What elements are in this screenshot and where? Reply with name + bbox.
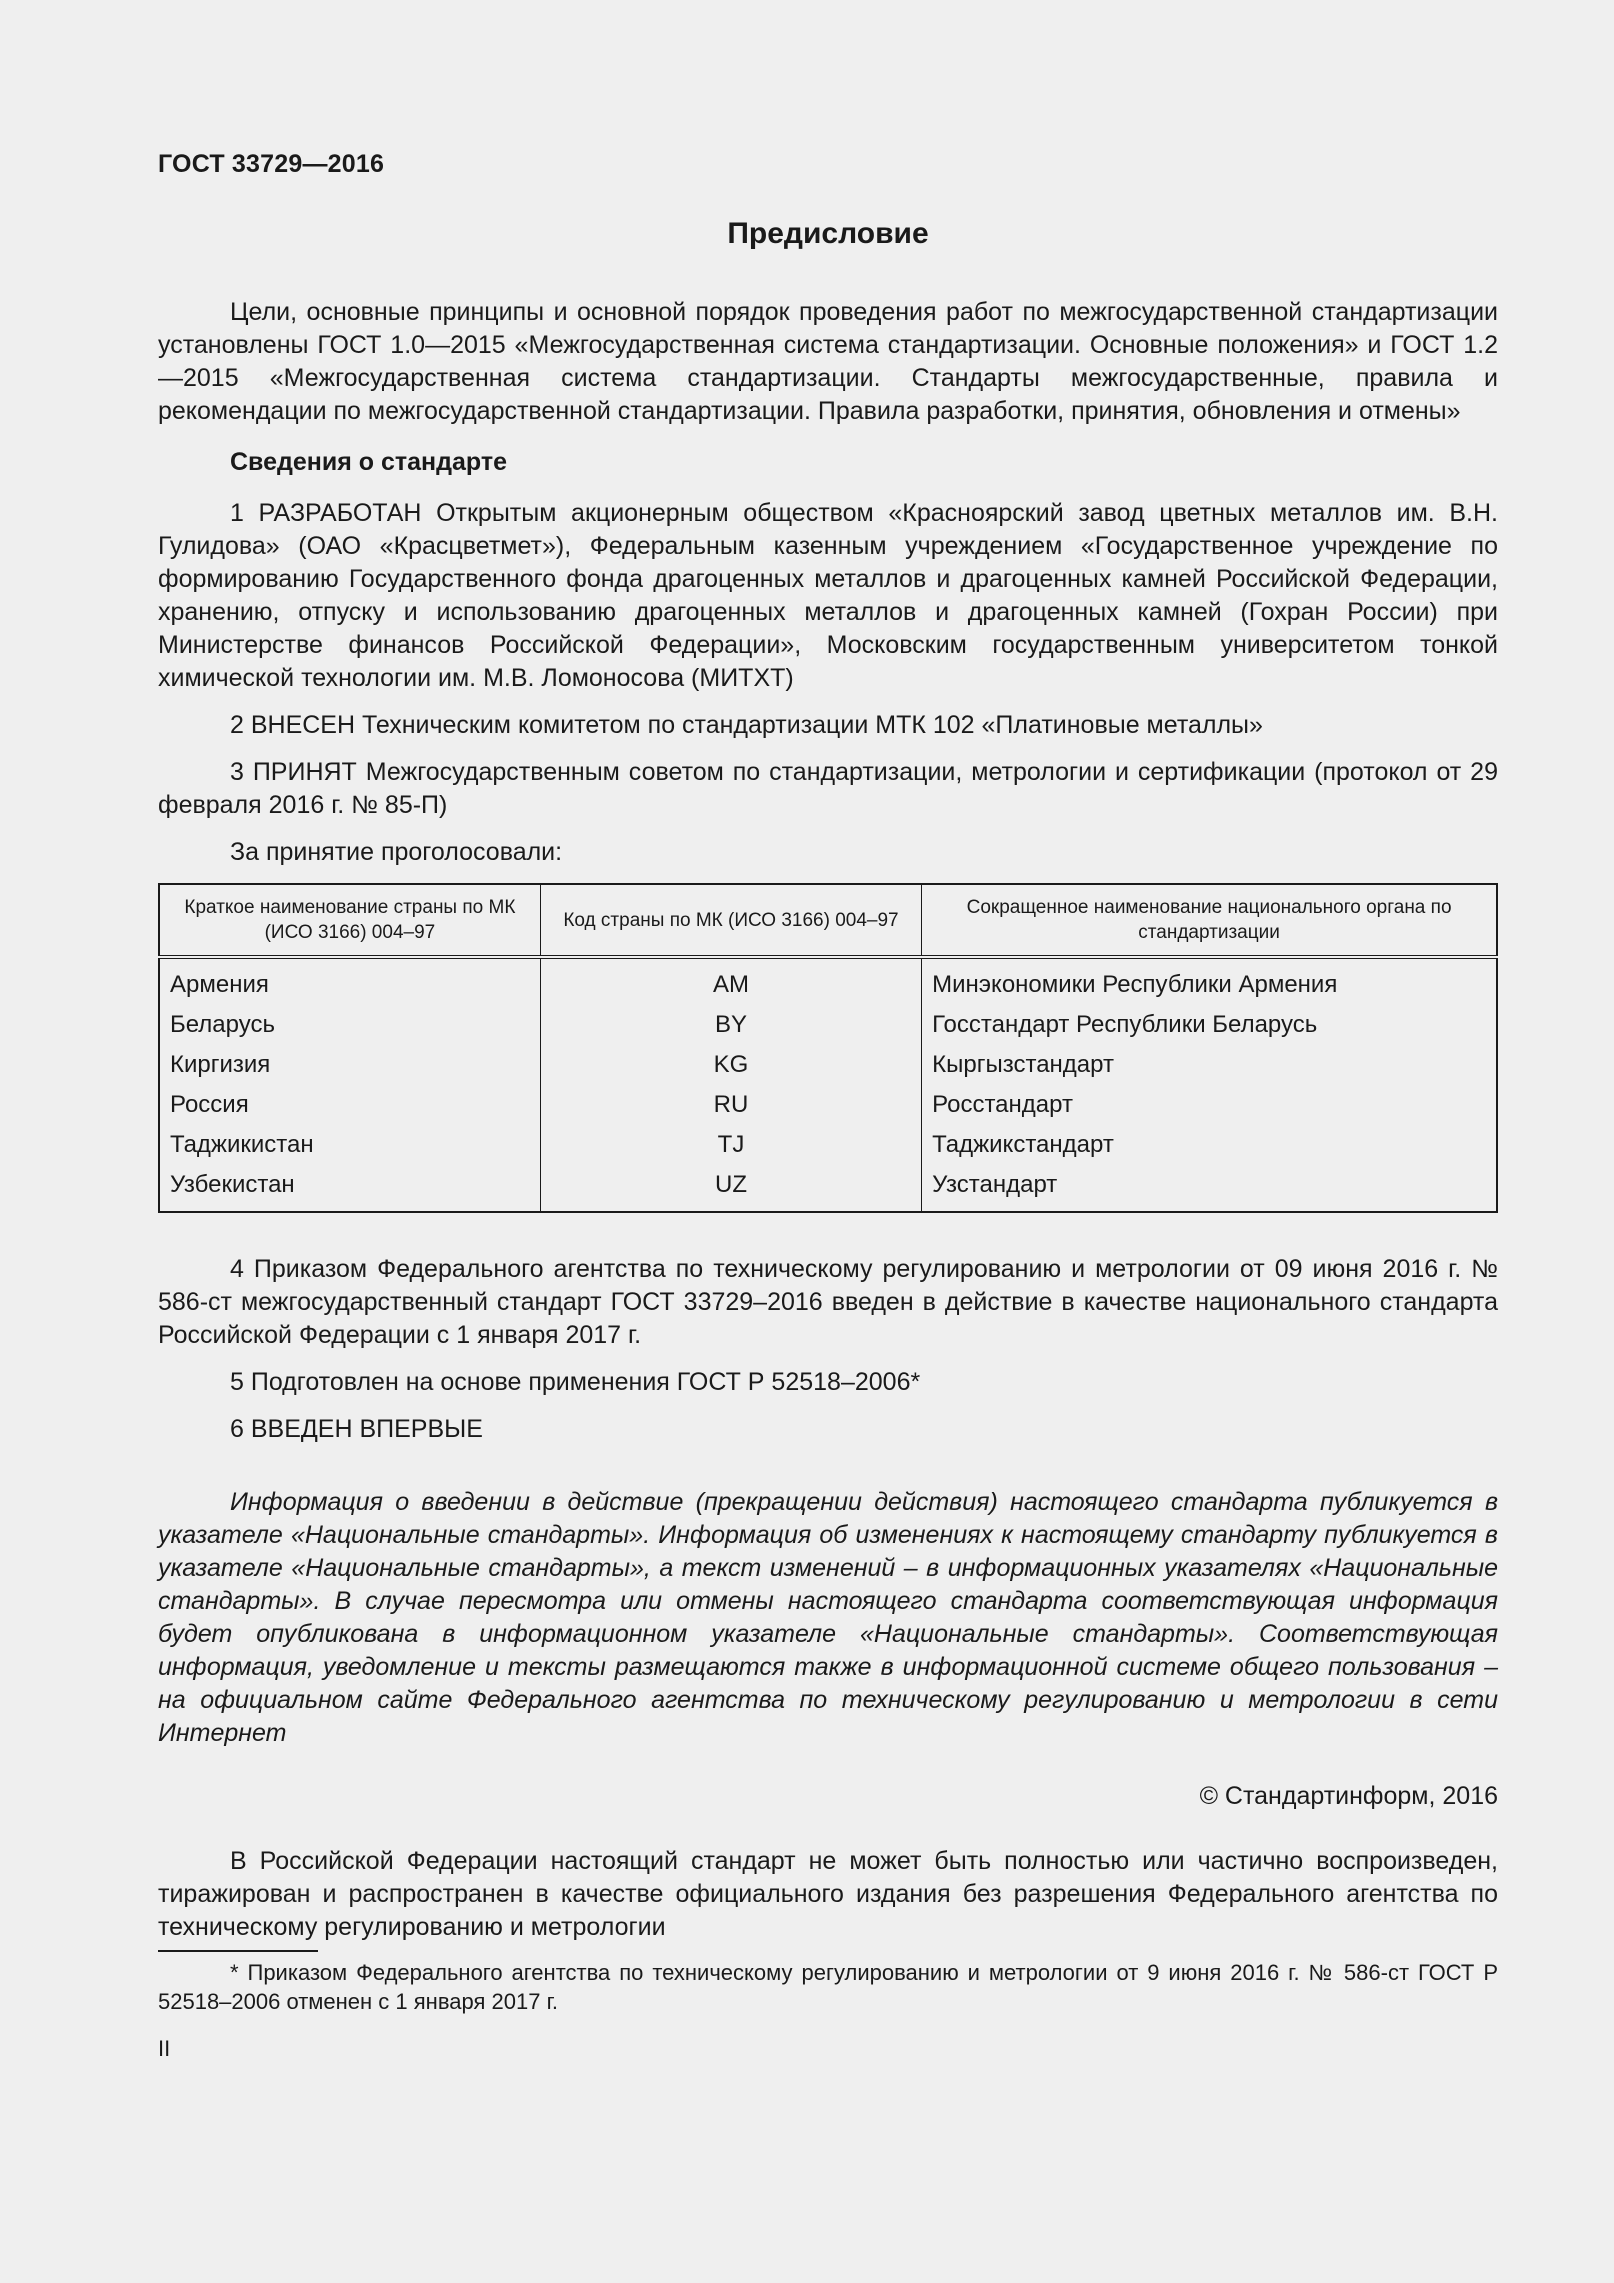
cell-code: UZ [540,1165,921,1212]
cell-body: Узстандарт [932,1171,1058,1198]
reproduction-notice: В Российской Федерации настоящий стандарт не может быть полностью или частично воспроизведен, тиражирован и распространен в качестве официального издания без разрешения Федерального агентства по техническому регулированию и метрологии [158,1847,1498,1941]
item-prepared: 5 Подготовлен на основе применения ГОСТ Р 52518–2006* [230,1368,921,1396]
page-title: Предисловие [727,217,929,250]
cell-code: KG [540,1045,921,1085]
document-page [158,150,1498,2062]
table-row [159,1045,1497,1085]
document-code: ГОСТ 33729—2016 [158,150,385,178]
header-country-code: Код страны по МК (ИСО 3166) 004–97 [540,884,921,957]
page-number: II [158,2036,171,2061]
cell-country: Киргизия [159,1045,540,1085]
item-submitted: 2 ВНЕСЕН Техническим комитетом по стандартизации МТК 102 «Платиновые металлы» [230,711,1263,739]
table-row [159,957,1497,1005]
cell-body: Минэкономики Республики Армения [932,971,1338,998]
copyright: © Стандартинформ, 2016 [1199,1782,1498,1810]
table-row [159,1005,1497,1045]
item-developed: 1 РАЗРАБОТАН Открытым акционерным обществом «Красноярский завод цветных металлов им. В.Н. Гулидова» (ОАО «Красцветмет»), Федеральным казенным учреждением «Государственное учреждение по формированию Государственного фонда драгоценных металлов и драгоценных камней Российской Федерации, хранению, отпуску и использованию драгоценных металлов и драгоценных камней (Гохран России) при Министерстве финансов Российской Федерации», Московским государственным университетом тонкой химической технологии им. М.В. Ломоносова (МИТХТ) [158,499,1498,692]
item-adopted: 3 ПРИНЯТ Межгосударственным советом по стандартизации, метрологии и сертификации (протокол от 29 февраля 2016 г. № 85-П) [158,758,1498,819]
section-heading: Сведения о стандарте [230,448,508,476]
footnote: * Приказом Федерального агентства по техническому регулированию и метрологии от 9 июня 2016 г. № 586-ст ГОСТ Р 52518–2006 отменен с 1 января 2017 г. [158,1960,1498,2014]
cell-code: TJ [540,1125,921,1165]
table-row [159,1165,1497,1212]
header-country-name: Краткое наименование страны по МК (ИСО 3166) 004–97 [159,884,540,957]
table-row [159,1085,1497,1125]
cell-code: BY [540,1005,921,1045]
cell-body: Кыргызстандарт [932,1051,1114,1078]
table-row [159,1125,1497,1165]
header-national-body: Сокращенное наименование национального органа по стандартизации [922,884,1497,957]
table-header-row [159,884,1497,957]
cell-body: Госстандарт Республики Беларусь [932,1011,1318,1038]
cell-code: AM [540,957,921,1005]
cell-country: Россия [159,1085,540,1125]
cell-country: Узбекистан [159,1165,540,1212]
footnote-divider [158,1950,318,1952]
intro-paragraph: Цели, основные принципы и основной порядок проведения работ по межгосударственной стандартизации установлены ГОСТ 1.0—2015 «Межгосударственная система стандартизации. Основные положения» и ГОСТ 1.2—2015 «Межгосударственная система стандартизации. Стандарты межгосударственные, правила и рекомендации по межгосударственной стандартизации. Правила разработки, принятия, обновления и отмены» [158,298,1498,425]
cell-body: Таджикстандарт [932,1131,1114,1158]
voted-label: За принятие проголосовали: [230,838,563,866]
cell-country: Армения [159,957,540,1005]
voting-countries-table [158,883,1498,1213]
item-introduced: 6 ВВЕДЕН ВПЕРВЫЕ [230,1415,483,1443]
cell-code: RU [540,1085,921,1125]
info-notice: Информация о введении в действие (прекращении действия) настоящего стандарта публикуется в указателе «Национальные стандарты». Информация об изменениях к настоящему стандарту публикуется в указателе «Национальные стандарты», а текст изменений – в информационных указателях «Национальные стандарты». В случае пересмотра или отмены настоящего стандарта соответствующая информация будет опубликована в информационном указателе «Национальные стандарты». Соответствующая информация, уведомление и тексты размещаются также в информационной системе общего пользования – на официальном сайте Федерального агентства по техническому регулированию и метрологии в сети Интернет [158,1488,1498,1747]
item-order: 4 Приказом Федерального агентства по техническому регулированию и метрологии от 09 июня 2016 г. № 586-ст межгосударственный стандарт ГОСТ 33729–2016 введен в действие в качестве национального стандарта Российской Федерации с 1 января 2017 г. [158,1255,1498,1349]
cell-country: Беларусь [159,1005,540,1045]
cell-body: Росстандарт [932,1091,1073,1118]
cell-country: Таджикистан [159,1125,540,1165]
